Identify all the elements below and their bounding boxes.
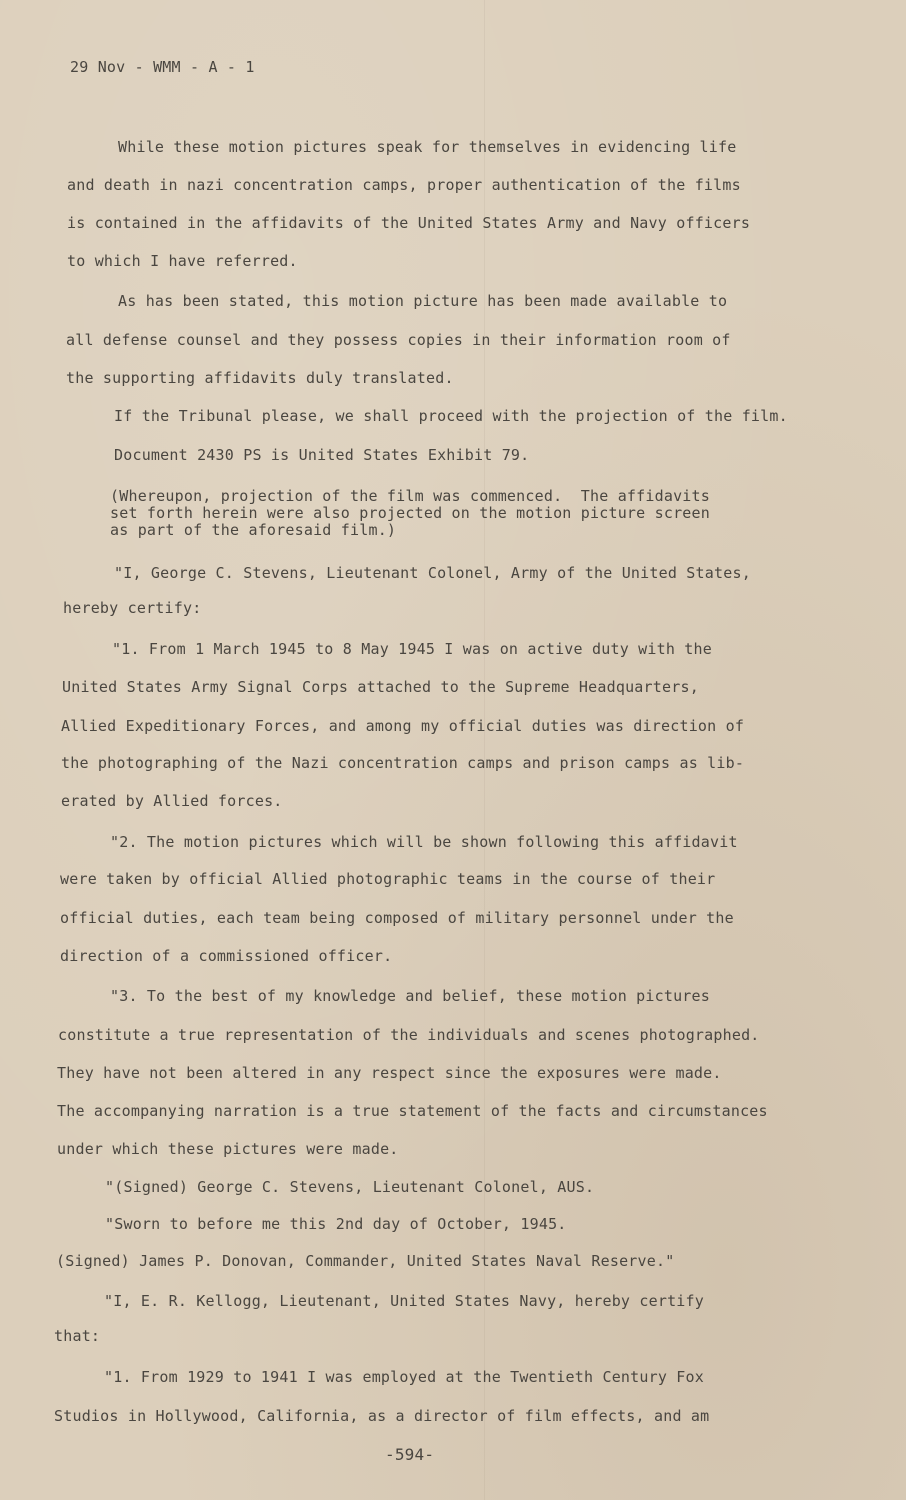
text-line: They have not been altered in any respect since the exposures were made.: [57, 1064, 722, 1082]
text-line: to which I have referred.: [67, 252, 298, 270]
note-line: set forth herein were also projected on the motion picture screen: [110, 504, 710, 522]
text-line: were taken by official Allied photographic teams in the course of their: [60, 870, 716, 888]
text-line: constitute a true representation of the individuals and scenes photographed.: [58, 1026, 760, 1044]
text-line: that:: [54, 1327, 101, 1345]
signature-line: (Signed) James P. Donovan, Commander, United States Naval Reserve.": [56, 1252, 675, 1270]
text-line: under which these pictures were made.: [57, 1140, 399, 1158]
text-line: Allied Expeditionary Forces, and among my official duties was direction of: [61, 717, 745, 735]
text-line: is contained in the affidavits of the United States Army and Navy officers: [67, 214, 751, 232]
text-line: "I, George C. Stevens, Lieutenant Colonel, Army of the United States,: [114, 564, 751, 582]
page-header: 29 Nov - WMM - A - 1: [70, 58, 255, 76]
text-line: While these motion pictures speak for themselves in evidencing life: [118, 138, 737, 156]
text-line: erated by Allied forces.: [61, 792, 283, 810]
parenthetical-note: [110, 488, 710, 539]
text-line: "1. From 1929 to 1941 I was employed at the Twentieth Century Fox: [104, 1368, 704, 1386]
text-line: the photographing of the Nazi concentration camps and prison camps as lib-: [61, 754, 745, 772]
text-line: As has been stated, this motion picture has been made available to: [118, 292, 728, 310]
text-line: all defense counsel and they possess copies in their information room of: [66, 331, 731, 349]
signature-line: "(Signed) George C. Stevens, Lieutenant Colonel, AUS.: [105, 1178, 595, 1196]
text-line: United States Army Signal Corps attached to the Supreme Headquarters,: [62, 678, 699, 696]
text-line: "1. From 1 March 1945 to 8 May 1945 I was on active duty with the: [112, 640, 712, 658]
text-line: and death in nazi concentration camps, proper authentication of the films: [67, 176, 741, 194]
text-line: official duties, each team being composed of military personnel under the: [60, 909, 734, 927]
text-line: direction of a commissioned officer.: [60, 947, 393, 965]
text-line: hereby certify:: [63, 599, 202, 617]
text-line: If the Tribunal please, we shall proceed with the projection of the film.: [114, 407, 788, 425]
text-line: "2. The motion pictures which will be shown following this affidavit: [110, 833, 738, 851]
text-line: The accompanying narration is a true statement of the facts and circumstances: [57, 1102, 768, 1120]
note-line: (Whereupon, projection of the film was commenced. The affidavits: [110, 487, 710, 505]
note-line: as part of the aforesaid film.): [110, 521, 397, 539]
text-line: the supporting affidavits duly translated.: [66, 369, 454, 387]
text-line: "I, E. R. Kellogg, Lieutenant, United States Navy, hereby certify: [104, 1292, 704, 1310]
text-line: Studios in Hollywood, California, as a director of film effects, and am: [54, 1407, 710, 1425]
text-line: "3. To the best of my knowledge and belief, these motion pictures: [110, 987, 710, 1005]
text-line: "Sworn to before me this 2nd day of October, 1945.: [105, 1215, 567, 1233]
text-line: Document 2430 PS is United States Exhibit 79.: [114, 446, 530, 464]
page-number: -594-: [385, 1445, 435, 1464]
